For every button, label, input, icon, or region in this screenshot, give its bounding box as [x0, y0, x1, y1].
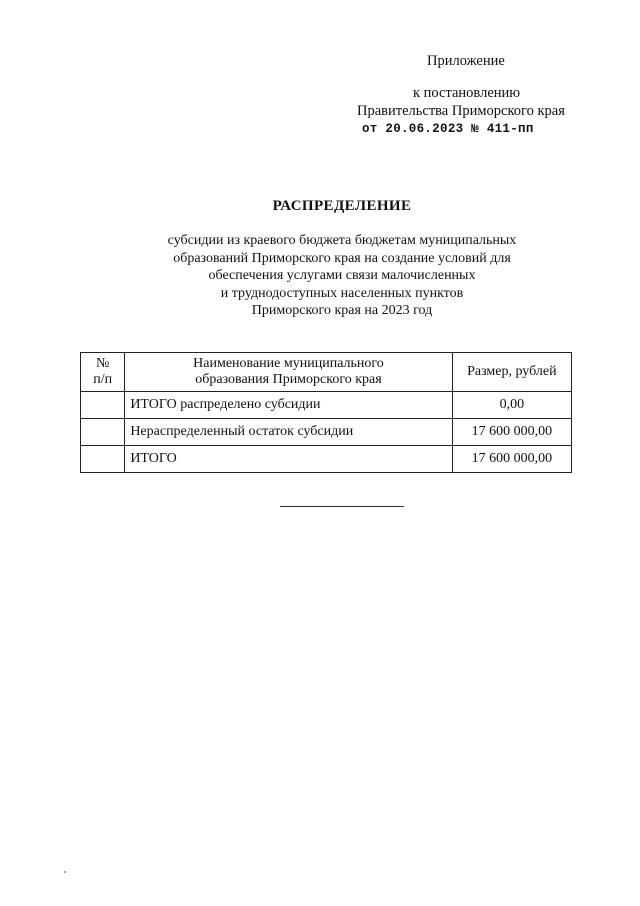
- scan-speck: [64, 871, 66, 873]
- appendix-government: Правительства Приморского края: [357, 103, 565, 119]
- appendix-label: Приложение: [427, 53, 505, 69]
- appendix-date-number: от 20.06.2023 № 411-пп: [362, 122, 534, 136]
- closing-divider: [280, 506, 404, 507]
- appendix-resolution-ref: к постановлению: [413, 85, 521, 101]
- header-number: № п/п: [81, 353, 125, 392]
- table-row: [81, 446, 572, 473]
- header-amount: Размер, рублей: [452, 353, 571, 392]
- table-header-row: [81, 353, 572, 392]
- subtitle-line: образований Приморского края на создание условий для: [173, 250, 511, 266]
- subtitle-line: обеспечения услугами связи малочисленных: [208, 268, 476, 284]
- row-name: ИТОГО распределено субсидии: [125, 392, 452, 419]
- row-number: [81, 419, 125, 446]
- subtitle-line: и труднодоступных населенных пунктов: [220, 285, 464, 301]
- row-amount: 17 600 000,00: [452, 419, 571, 446]
- row-number: [81, 446, 125, 473]
- row-amount: 17 600 000,00: [452, 446, 571, 473]
- header-municipality-name: Наименование муниципального образования Приморского края: [125, 353, 452, 392]
- document-subtitle: [100, 232, 584, 320]
- subtitle-line: субсидии из краевого бюджета бюджетам муниципальных: [167, 233, 517, 248]
- row-amount: 0,00: [452, 392, 571, 419]
- subtitle-line: Приморского края на 2023 год: [251, 303, 433, 319]
- table-row: [81, 392, 572, 419]
- table-row: [81, 419, 572, 446]
- row-name: ИТОГО: [125, 446, 452, 473]
- row-number: [81, 392, 125, 419]
- document-title: РАСПРЕДЕЛЕНИЕ: [272, 198, 412, 214]
- distribution-table: [80, 352, 572, 473]
- row-name: Нераспределенный остаток субсидии: [125, 419, 452, 446]
